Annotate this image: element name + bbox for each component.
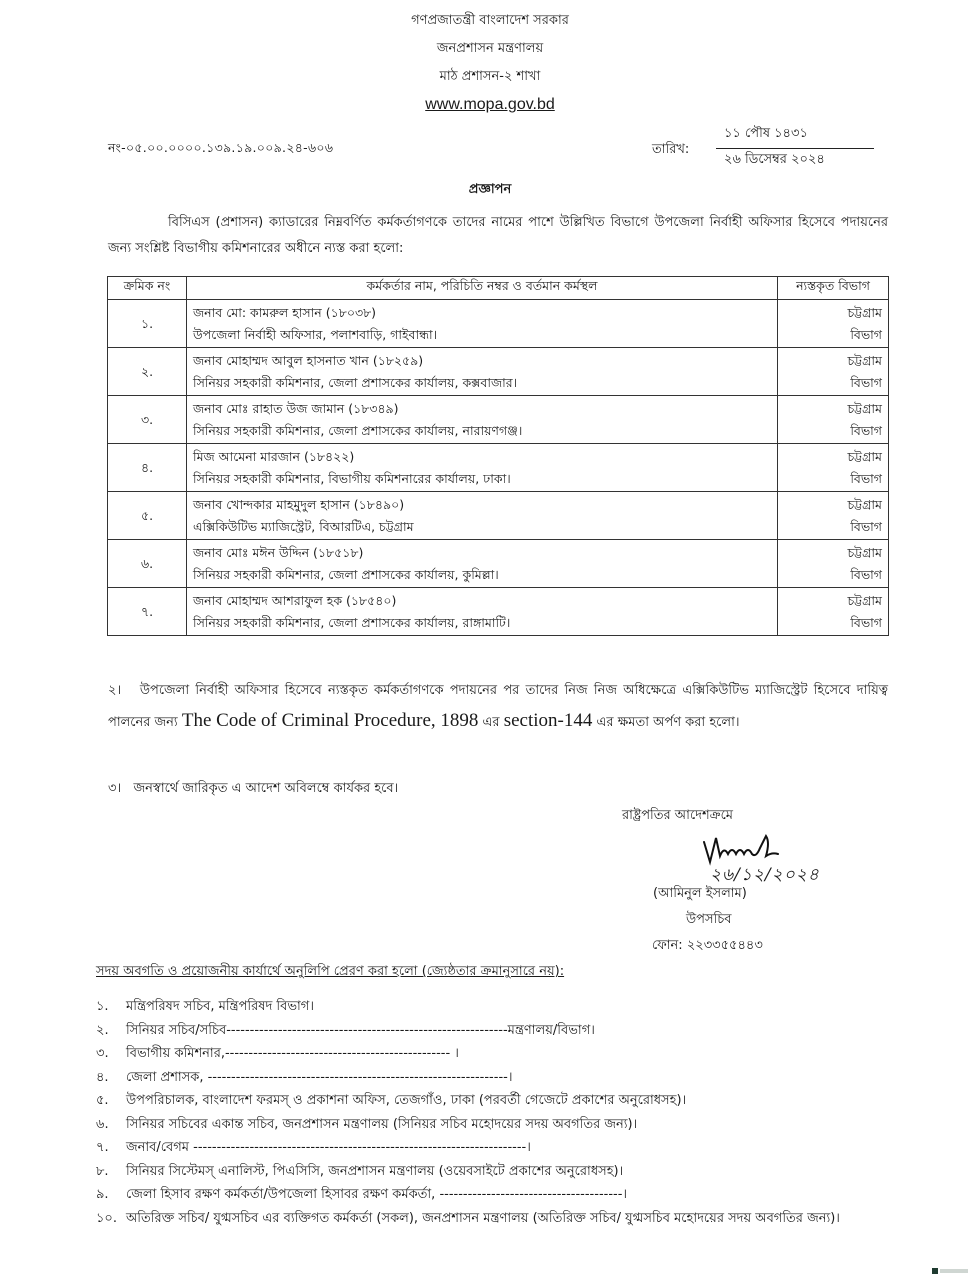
division-suffix: বিভাগ xyxy=(850,566,882,582)
branch-name: মাঠ প্রশাসন-২ শাখা xyxy=(439,69,541,84)
clause-2 xyxy=(108,676,888,738)
column-header-officer: কর্মকর্তার নাম, পরিচিতি নম্বর ও বর্তমান কর্মস্থল xyxy=(187,277,778,300)
list-item-text: সিনিয়র সচিব/সচিব------------------------------------------------------------মন্ত্রণালয়/বিভাগ। xyxy=(126,1022,595,1038)
officer-name: জনাব খোন্দকার মাহমুদুল হাসান (১৮৪৯০) xyxy=(193,496,405,512)
table-row xyxy=(108,300,889,348)
officer-current-post: সিনিয়র সহকারী কমিশনার, বিভাগীয় কমিশনারের কার্যালয়, ঢাকা। xyxy=(193,470,511,486)
clause-2-number: ২। xyxy=(108,683,122,698)
officer-current-post: সিনিয়র সহকারী কমিশনার, জেলা প্রশাসকের কার্যালয়, নারায়ণগঞ্জ। xyxy=(193,422,523,438)
officer-name: জনাব মোঃ মঈন উদ্দিন (১৮৫১৮) xyxy=(193,544,364,560)
list-item xyxy=(96,1160,896,1184)
serial-cell: ৫. xyxy=(108,492,187,540)
list-item-text: জেলা প্রশাসক, ----------------------------------------------------------------। xyxy=(126,1069,513,1085)
division-name: চট্টগ্রাম xyxy=(847,352,882,368)
table-header-row xyxy=(108,277,889,300)
list-item-text: সিনিয়র সিস্টেমস্ এনালিস্ট, পিএসিসি, জনপ্রশাসন মন্ত্রণালয় (ওয়েবসাইটে প্রকাশের অনুরোধসহ)। xyxy=(126,1163,624,1179)
table-row xyxy=(108,540,889,588)
table-row xyxy=(108,444,889,492)
signatory-phone: ফোন: ২২৩৩৫৫৪৪৩ xyxy=(652,938,763,953)
officer-current-post: উপজেলা নির্বাহী অফিসার, পলাশবাড়ি, গাইবান্ধা। xyxy=(193,326,438,342)
list-item xyxy=(96,995,896,1019)
govt-name: গণপ্রজাতন্ত্রী বাংলাদেশ সরকার xyxy=(411,13,569,28)
officer-name: জনাব মোহাম্মদ আবুল হাসনাত খান (১৮২৫৯) xyxy=(193,352,424,368)
list-item-text: জেলা হিসাব রক্ষণ কর্মকর্তা/উপজেলা হিসাবর রক্ষণ কর্মকর্তা, ---------------------------------------। xyxy=(126,1187,628,1202)
officer-current-post: সিনিয়র সহকারী কমিশনার, জেলা প্রশাসকের কার্যালয়, কুমিল্লা। xyxy=(193,566,499,582)
division-name: চট্টগ্রাম xyxy=(847,544,882,560)
serial-cell: ৪. xyxy=(108,444,187,492)
date-bangla: ১১ পৌষ ১৪৩১ xyxy=(716,124,874,149)
clause-3-number: ৩। xyxy=(108,781,122,796)
division-name: চট্টগ্রাম xyxy=(847,304,882,320)
list-item-number: ১০. xyxy=(96,1210,118,1226)
list-item-number: ১. xyxy=(96,999,109,1014)
division-cell xyxy=(778,540,889,588)
division-cell xyxy=(778,300,889,348)
date-label: তারিখ: xyxy=(652,142,690,157)
list-item xyxy=(96,1207,896,1231)
division-cell xyxy=(778,444,889,492)
officer-cell xyxy=(187,444,778,492)
division-suffix: বিভাগ xyxy=(850,422,882,438)
list-item-text: জনাব/বেগম -----------------------------------------------------------------------। xyxy=(126,1140,531,1155)
watermark-bar xyxy=(940,1269,968,1273)
division-suffix: বিভাগ xyxy=(850,374,882,390)
officer-cell xyxy=(187,540,778,588)
table-row xyxy=(108,492,889,540)
officer-current-post: সিনিয়র সহকারী কমিশনার, জেলা প্রশাসকের কার্যালয়, কক্সবাজার। xyxy=(193,374,518,390)
list-item-text: সিনিয়র সচিবের একান্ত সচিব, জনপ্রশাসন মন্ত্রণালয় (সিনিয়র সচিব মহোদয়ের সদয় অবগতির জন্য)। xyxy=(126,1116,638,1132)
table-row xyxy=(108,348,889,396)
division-cell xyxy=(778,348,889,396)
date-gregorian: ২৬ ডিসেম্বর ২০২৪ xyxy=(724,152,825,167)
list-item xyxy=(96,1183,896,1207)
intro-paragraph: বিসিএস (প্রশাসন) ক্যাডারের নিম্নবর্ণিত কর্মকর্তাগণকে তাদের নামের পাশে উল্লিখিত বিভাগে উপজেলা নির্বাহী অফিসার হিসেবে পদায়নের জন্য সংশ্লিষ্ট বিভাগীয় কমিশনারের অধীনে ন্যস্ত করা হলো: xyxy=(108,215,888,256)
signature-date: ২৬/১২/২০২৪ xyxy=(710,865,820,885)
document-title: প্রজ্ঞাপন xyxy=(468,182,512,197)
clause-3 xyxy=(108,776,888,802)
column-header-division: ন্যস্তকৃত বিভাগ xyxy=(778,277,889,300)
division-suffix: বিভাগ xyxy=(850,470,882,486)
clause-2-section: section-144 xyxy=(503,710,593,731)
officer-name: জনাব মো: কামরুল হাসান (১৮০৩৮) xyxy=(193,304,377,320)
officer-posting-table xyxy=(107,276,889,636)
list-item-number: ৯. xyxy=(96,1187,109,1202)
signatory-name: (আমিনুল ইসলাম) xyxy=(653,886,747,901)
watermark-logo-icon xyxy=(932,1268,938,1274)
officer-name: জনাব মোঃ রাহাত উজ জামান (১৮৩৪৯) xyxy=(193,400,399,416)
list-item-number: ৪. xyxy=(96,1069,109,1085)
list-item xyxy=(96,1113,896,1137)
list-item-number: ৮. xyxy=(96,1163,109,1179)
list-item-text: উপপরিচালক, বাংলাদেশ ফরমস্ ও প্রকাশনা অফিস, তেজগাঁও, ঢাকা (পরবর্তী গেজেটে প্রকাশের অনুরোধসহ)। xyxy=(126,1093,687,1108)
division-cell xyxy=(778,588,889,636)
division-suffix: বিভাগ xyxy=(850,326,882,342)
list-item-number: ৬. xyxy=(96,1116,109,1132)
officer-current-post: এক্সিকিউটিভ ম্যাজিস্ট্রেট, বিআরটিএ, চট্টগ্রাম xyxy=(193,518,414,534)
officer-cell xyxy=(187,588,778,636)
signatory-designation: উপসচিব xyxy=(686,912,732,927)
serial-cell: ১. xyxy=(108,300,187,348)
table-row xyxy=(108,588,889,636)
list-item xyxy=(96,1019,896,1043)
division-suffix: বিভাগ xyxy=(850,614,882,630)
division-suffix: বিভাগ xyxy=(850,518,882,534)
copy-distribution-heading: সদয় অবগতি ও প্রয়োজনীয় কার্যার্থে অনুলিপি প্রেরণ করা হলো (জ্যেষ্ঠতার ক্রমানুসারে নয়): xyxy=(96,964,565,979)
list-item xyxy=(96,1136,896,1160)
list-item xyxy=(96,1042,896,1066)
division-name: চট্টগ্রাম xyxy=(847,592,882,608)
clause-2-text-a: উপজেলা নির্বাহী অফিসার হিসেবে ন্যস্তকৃত কর্মকর্তাগণকে পদায়নের পর তাদের নিজ নিজ অধিক্ষেত্রে এক্সিকিউটিভ ম্যাজিস্ট্রেট হিসেবে দায়িত্ব পালনের জন্য xyxy=(108,683,888,730)
clause-3-text: জনস্বার্থে জারিকৃত এ আদেশ অবিলম্বে কার্যকর হবে। xyxy=(133,781,399,796)
copy-distribution-list xyxy=(96,995,896,1230)
division-name: চট্টগ্রাম xyxy=(847,400,882,416)
list-item xyxy=(96,1066,896,1090)
list-item-text: মন্ত্রিপরিষদ সচিব, মন্ত্রিপরিষদ বিভাগ। xyxy=(126,999,314,1014)
serial-cell: ৬. xyxy=(108,540,187,588)
serial-cell: ৭. xyxy=(108,588,187,636)
clause-2-text-b: এর xyxy=(482,715,500,730)
serial-cell: ৩. xyxy=(108,396,187,444)
app-watermark-icon xyxy=(932,1266,968,1275)
list-item-text: অতিরিক্ত সচিব/ যুগ্মসচিব এর ব্যক্তিগত কর্মকর্তা (সকল), জনপ্রশাসন মন্ত্রণালয় (অতিরিক্ত সচিব/ যুগ্মসচিব মহোদয়ের সদয় অবগতির জন্য)। xyxy=(126,1210,840,1226)
memo-reference-number: নং-০৫.০০.০০০০.১৩৯.১৯.০০৯.২৪-৬০৬ xyxy=(108,140,334,155)
list-item-number: ৩. xyxy=(96,1046,109,1061)
division-cell xyxy=(778,396,889,444)
website-link[interactable]: www.mopa.gov.bd xyxy=(425,96,555,113)
officer-cell xyxy=(187,492,778,540)
officer-cell xyxy=(187,348,778,396)
list-item-number: ৫. xyxy=(96,1093,109,1108)
list-item xyxy=(96,1089,896,1113)
serial-cell: ২. xyxy=(108,348,187,396)
list-item-text: বিভাগীয় কমিশনার,------------------------------------------------ । xyxy=(126,1046,459,1061)
division-name: চট্টগ্রাম xyxy=(847,496,882,512)
officer-current-post: সিনিয়র সহকারী কমিশনার, জেলা প্রশাসকের কার্যালয়, রাঙ্গামাটি। xyxy=(193,614,511,630)
clause-2-law-name: The Code of Criminal Procedure, 1898 xyxy=(181,710,479,731)
officer-name: জনাব মোহাম্মদ আশরাফুল হক (১৮৫৪০) xyxy=(193,592,397,608)
list-item-number: ৭. xyxy=(96,1140,109,1155)
division-name: চট্টগ্রাম xyxy=(847,448,882,464)
officer-cell xyxy=(187,396,778,444)
column-header-serial: ক্রমিক নং xyxy=(108,277,187,300)
officer-cell xyxy=(187,300,778,348)
clause-2-text-c: এর ক্ষমতা অর্পণ করা হলো। xyxy=(596,715,740,730)
division-cell xyxy=(778,492,889,540)
list-item-number: ২. xyxy=(96,1022,109,1038)
presidential-order-line: রাষ্ট্রপতির আদেশক্রমে xyxy=(622,808,734,823)
table-row xyxy=(108,396,889,444)
ministry-name: জনপ্রশাসন মন্ত্রণালয় xyxy=(436,41,544,56)
officer-name: মিজ আমেনা মারজান (১৮৪২২) xyxy=(193,448,355,464)
